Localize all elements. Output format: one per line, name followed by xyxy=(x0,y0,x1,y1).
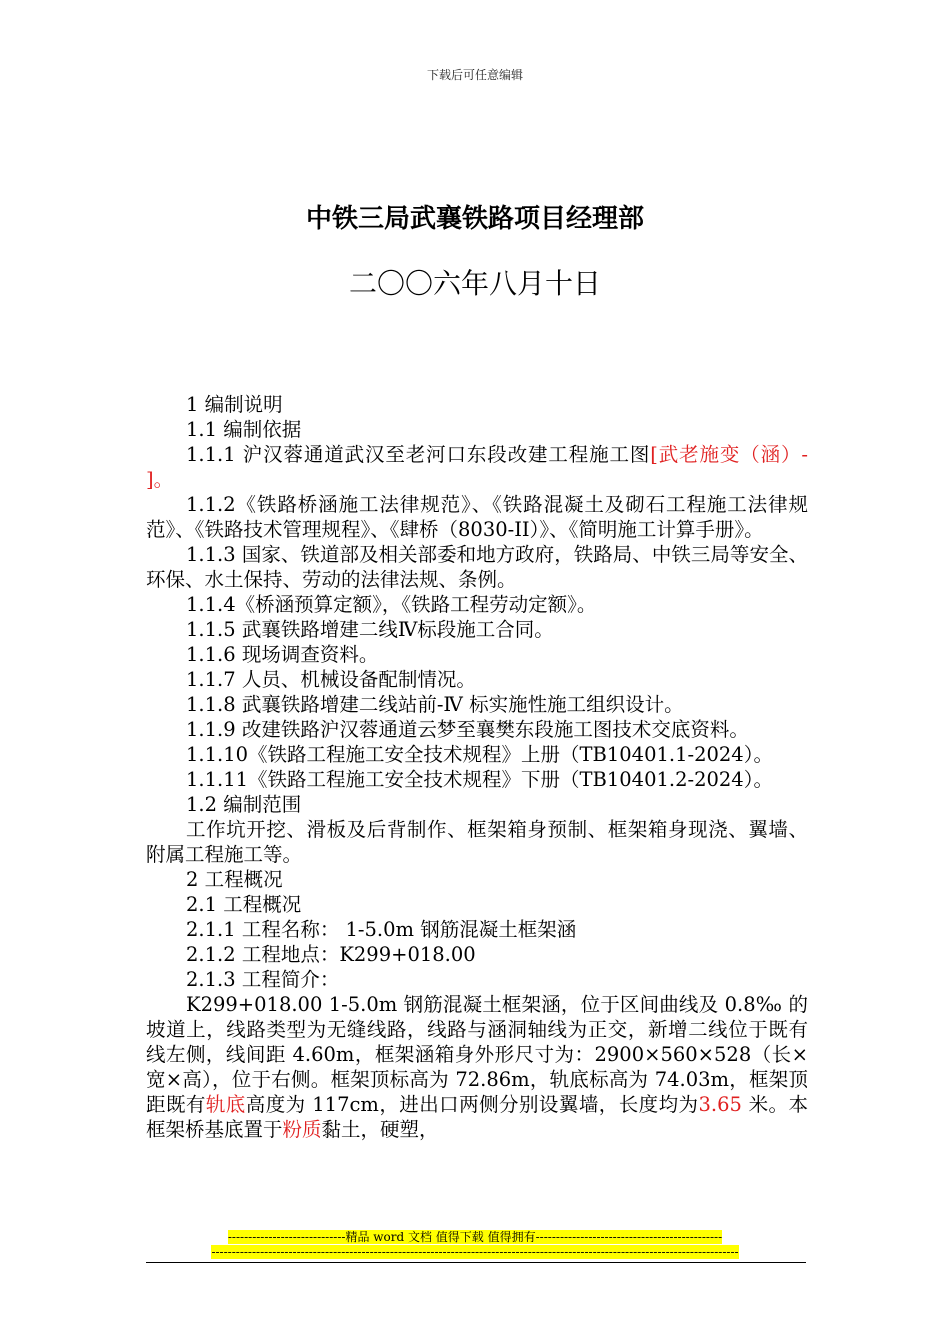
project-name: 2.1.1 工程名称： 1-5.0m 钢筋混凝土框架涵 xyxy=(186,918,577,941)
basis-item: 1.1.2《铁路桥涵施工法律规范》、《铁路混凝土及砌石工程施工法律规范》、《铁路技术管理规程》、《肆桥（8030-II）》、《简明施工计算手册》。 xyxy=(146,493,808,541)
footer-banner xyxy=(0,1230,950,1245)
subsection-heading: 1.1 编制依据 xyxy=(186,418,302,441)
document-body xyxy=(146,392,808,1142)
intro-part: 高度为 117cm，进出口两侧分别设翼墙，长度均为 xyxy=(245,1093,699,1116)
intro-highlight: 粉质 xyxy=(282,1118,322,1141)
section-heading: 1 编制说明 xyxy=(186,393,283,416)
intro-part: 米。本框架桥基底置于 xyxy=(146,1093,808,1141)
project-intro-text xyxy=(146,992,808,1142)
subsection-heading: 1.2 编制范围 xyxy=(186,793,302,816)
basis-item: 1.1.8 武襄铁路增建二线站前-Ⅳ 标实施性施工组织设计。 xyxy=(186,693,684,716)
basis-item: 1.1.11《铁路工程施工安全技术规程》下册（TB10401.2-2024）。 xyxy=(186,768,773,791)
date-title: 二〇〇六年八月十日 xyxy=(348,267,601,300)
project-intro-heading: 2.1.3 工程简介： xyxy=(186,968,340,991)
footer-banner xyxy=(0,1245,950,1260)
intro-highlight: 3.65 xyxy=(698,1093,742,1116)
intro-part: 黏土，硬塑， xyxy=(321,1118,439,1141)
footer-banner-line: -----------------------------精品 word 文档 值得下载 值得拥有---------------------------------------------- xyxy=(227,1230,723,1244)
scope-text: 工作坑开挖、滑板及后背制作、框架箱身预制、框架箱身现浇、翼墙、附属工程施工等。 xyxy=(146,818,808,866)
intro-highlight: 轨底 xyxy=(205,1093,246,1116)
basis-item: 1.1.7 人员、机械设备配制情况。 xyxy=(186,668,476,691)
section-heading: 2 工程概况 xyxy=(186,868,283,891)
basis-item: 1.1.10《铁路工程施工安全技术规程》上册（TB10401.1-2024）。 xyxy=(186,743,773,766)
drawing-reference: [武老施变（涵）- ]。 xyxy=(146,443,808,491)
org-title: 中铁三局武襄铁路项目经理部 xyxy=(305,204,644,234)
basis-item: 1.1.6 现场调查资料。 xyxy=(186,643,379,666)
basis-item: 1.1.9 改建铁路沪汉蓉通道云梦至襄樊东段施工图技术交底资料。 xyxy=(186,718,749,741)
subsection-heading: 2.1 工程概况 xyxy=(186,893,302,916)
project-location: 2.1.2 工程地点：K299+018.00 xyxy=(186,943,476,966)
basis-item: 1.1.5 武襄铁路增建二线Ⅳ标段施工合同。 xyxy=(186,618,554,641)
intro-part: K299+018.00 1-5.0m 钢筋混凝土框架涵，位于区间曲线及 0.8‰ 的坡道上，线路类型为无缝线路，线路与涵洞轴线为正交，新增二线位于既有线左侧，线间距 4.60m，框架涵箱身外形尺寸为：2900×560×528（长×宽×高），位于右侧。框架顶标高为 72.86m，轨底标高为 74.03m，框架顶距既有 xyxy=(146,993,808,1116)
basis-item: 1.1.3 国家、铁道部及相关部委和地方政府，铁路局、中铁三局等安全、环保、水土保持、劳动的法律法规、条例。 xyxy=(146,543,808,591)
header-note: 下载后可任意编辑 xyxy=(426,68,523,82)
basis-item xyxy=(146,442,808,492)
basis-item: 1.1.4《桥涵预算定额》，《铁路工程劳动定额》。 xyxy=(186,593,597,616)
basis-text: 1.1.1 沪汉蓉通道武汉至老河口东段改建工程施工图 xyxy=(186,443,651,466)
footer-banner-line: ---------------------------------------------------------------------------------------------------------------------------------- xyxy=(211,1245,739,1259)
footer-divider xyxy=(146,1262,806,1263)
